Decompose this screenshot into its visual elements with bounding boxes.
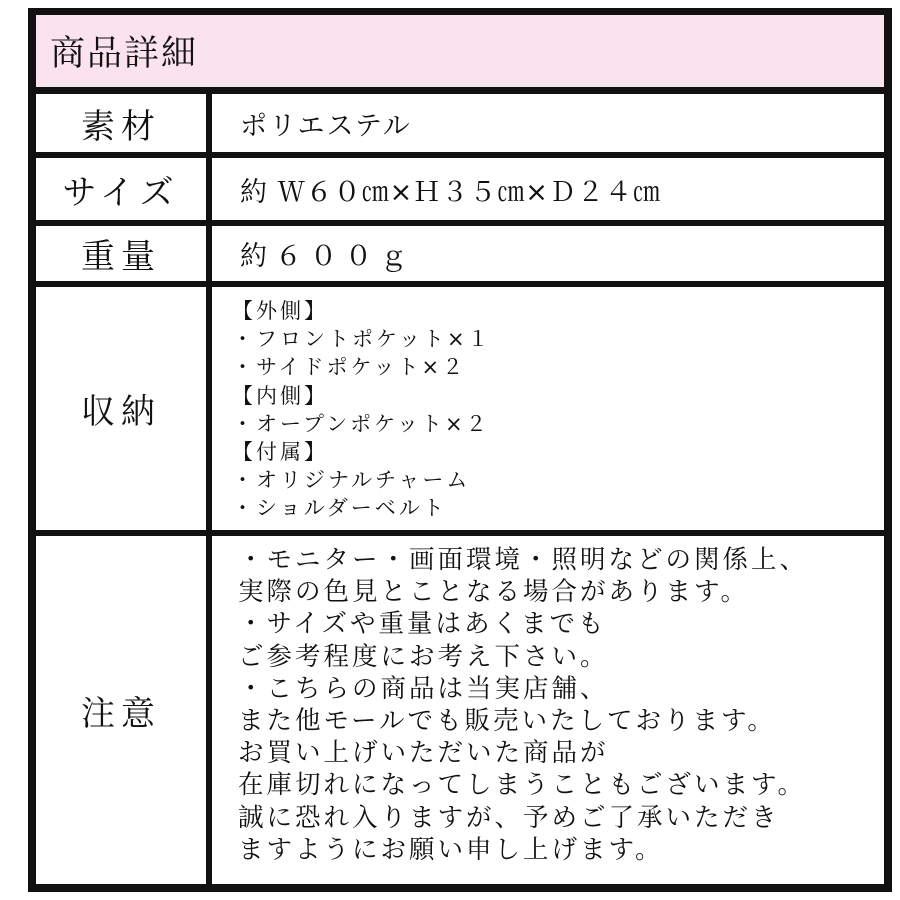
storage-line: ・フロントポケット×１ <box>232 327 492 352</box>
size-value-cell <box>212 158 884 220</box>
notes-line: ・サイズや重量はあくまでも <box>238 609 607 640</box>
page-title: 商品詳細 <box>50 34 199 74</box>
notes-line: 在庫切れになってしまうこともございます。 <box>238 770 806 801</box>
notes-label: 注意 <box>81 693 161 734</box>
size-value: 約 Ｗ６０㎝×Ｈ３５㎝×Ｄ２４㎝ <box>240 176 661 208</box>
size-label: サイズ <box>62 172 180 213</box>
storage-line: 【付属】 <box>232 440 328 465</box>
weight-value-cell <box>212 226 884 281</box>
weight-value: 約６００ｇ <box>240 241 415 272</box>
storage-line: 【外側】 <box>232 299 328 323</box>
storage-line: ・オリジナルチャーム <box>232 468 471 493</box>
storage-line: 【内側】 <box>232 383 328 408</box>
material-value-cell <box>212 94 884 152</box>
size-label-cell <box>36 158 206 220</box>
storage-label: 収納 <box>81 392 161 432</box>
notes-line: お買い上げいただいた商品が <box>238 738 609 769</box>
notes-line: ますようにお願い申し上げます。 <box>238 834 664 865</box>
storage-line: ・ショルダーベルト <box>232 496 447 521</box>
material-label-cell <box>36 94 206 152</box>
notes-line: 実際の色見とことなる場合があります。 <box>238 577 749 608</box>
notes-label-cell <box>36 536 206 884</box>
storage-value-cell <box>212 287 884 530</box>
notes-line: 誠に恐れ入りますが、予めご了承いただき <box>238 802 780 833</box>
storage-line: ・サイドポケット×２ <box>232 355 467 380</box>
weight-label: 重量 <box>81 237 161 277</box>
storage-label-cell <box>36 287 206 530</box>
storage-line: ・オープンポケット×２ <box>232 411 490 436</box>
material-value: ポリエステル <box>240 110 412 142</box>
weight-label-cell <box>36 226 206 281</box>
notes-line: ご参考程度にお考え下さい。 <box>238 641 609 672</box>
notes-line: ・こちらの商品は当実店舗、 <box>238 673 609 704</box>
material-label: 素材 <box>81 106 161 147</box>
table-header <box>36 15 884 87</box>
notes-value-cell <box>212 536 884 884</box>
notes-line: また他モールでも販売いたしております。 <box>238 706 776 737</box>
notes-line: ・モニター・画面環境・照明などの関係上、 <box>238 545 809 575</box>
